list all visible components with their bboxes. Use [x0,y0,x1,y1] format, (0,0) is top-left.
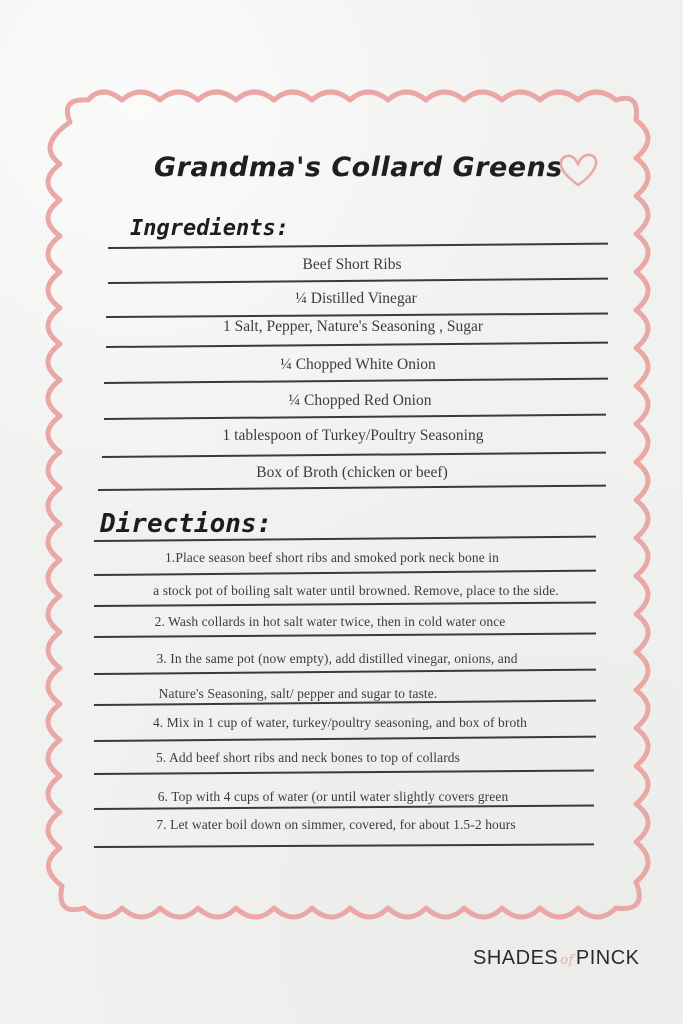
ingredient-item: 1 Salt, Pepper, Nature's Seasoning , Sugar [222,318,484,335]
ingredient-item: ¼ Distilled Vinegar [295,290,417,307]
direction-step: 5. Add beef short ribs and neck bones to top of collards [155,750,461,765]
direction-step: 3. In the same pot (now empty), add distilled vinegar, onions, and [156,651,518,666]
directions-heading: Directions: [100,509,273,539]
direction-step: 1.Place season beef short ribs and smoked pork neck bone in [165,550,499,565]
brand-pinck: PINCK [575,947,640,969]
ingredient-item: ¼ Chopped Red Onion [288,392,432,409]
direction-step: 2. Wash collards in hot salt water twice, then in cold water once [154,614,506,629]
direction-step: Nature's Seasoning, salt/ pepper and sugar to taste. [158,686,438,701]
brand-of: of [560,953,574,968]
direction-step: 6. Top with 4 cups of water (or until water slightly covers green [157,789,509,804]
direction-step: 7. Let water boil down on simmer, covered, for about 1.5-2 hours [156,817,516,832]
ingredient-item: ¼ Chopped White Onion [280,356,436,373]
heart-icon [556,150,600,190]
ingredient-item: 1 tablespoon of Turkey/Poultry Seasoning [222,427,484,444]
direction-step: a stock pot of boiling salt water until browned. Remove, place to the side. [153,583,559,598]
brand-logo [473,947,640,970]
ingredients-heading: Ingredients: [130,216,289,241]
direction-step: 4. Mix in 1 cup of water, turkey/poultry seasoning, and box of broth [152,715,528,730]
recipe-title: Grandma's Collard Greens [154,152,563,183]
ingredient-item: Box of Broth (chicken or beef) [256,464,448,481]
brand-shades: SHADES [473,947,559,969]
ingredient-item: Beef Short Ribs [302,256,402,273]
